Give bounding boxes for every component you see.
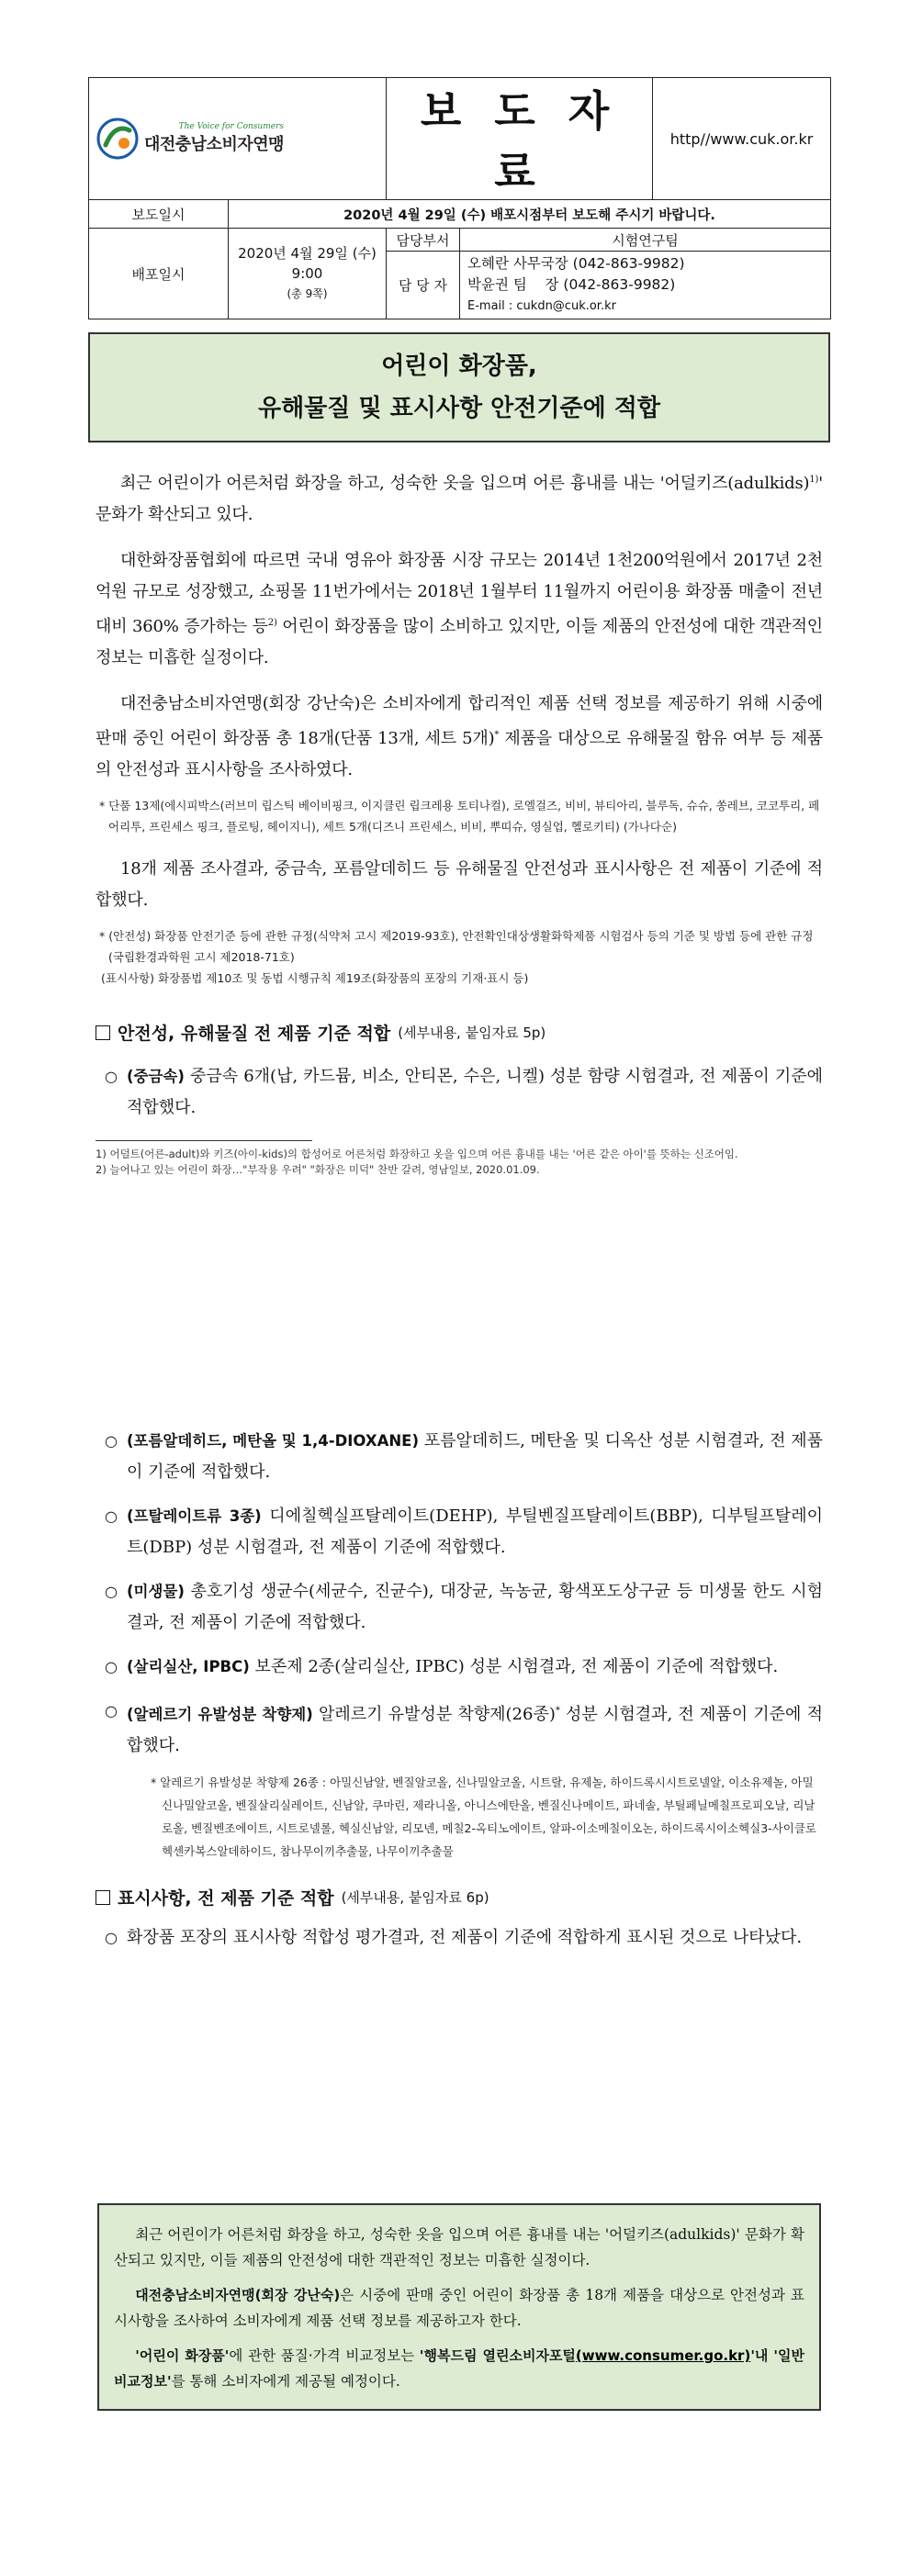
intro-paragraph-2: 대한화장품협회에 따르면 국내 영유아 화장품 시장 규모는 2014년 1천200억원에서 2017년 2천억원 규모로 성장했고, 쇼핑몰 11번가에서는 2018년 1월부터 11월까지 어린이용 화장품 매출이 전년대비 360% 증가하는 등$^{2)}$ 어린이 화장품을 많이 소비하고 있지만, 이들 제품의 안전성에 대한 객관적인 정보는 미흡한 실정이다. [96,551,823,667]
logo [89,118,386,160]
regulation-note: * (안전성) 화장품 안전기준 등에 관한 규정(식약처 고시 제2019-93호), 안전확인대상생활화학제품 시험검사 등의 기준 및 방법 등에 관한 규정(국립환경과학원 고시 제2018-71호) [99,929,814,964]
contacts-cell [460,252,831,319]
summary-paragraph-3: '어린이 화장품'에 관한 품질·가격 비교정보는 '행복드림 열린소비자포털(www.consumer.go.kr)'내 '일반비교정보'를 통해 소비자에게 제공될 예정이다. [114,2347,804,2390]
intro-paragraph-1: 최근 어린이가 어른처럼 화장을 하고, 성숙한 옷을 입으며 어른 흉내를 내는 '어덜키즈(adulkids)$^{1)}$' 문화가 확산되고 있다. [96,474,823,524]
release-notice: 2020년 4월 29일 (수) 배포시점부터 보도해 주시기 바랍니다. [229,200,831,229]
bullet-phthalates: ○ (프탈레이트류 3종) 디에칠헥실프탈레이트(DEHP), 부틸벤질프탈레이트(BBP), 디부틸프탈레이트(DBP) 성분 시험결과, 전 제품이 기준에 적합했다. [96,1501,823,1563]
allergen-list-note: * 알레르기 유발성분 착향제 26종 : 아밀신남알, 벤질알코올, 신나밀알코올, 시트랄, 유제놀, 하이드록시시트로넬알, 이소유제놀, 아밀신나밀알코올, 벤질살리실레이트, 신남알, 쿠마린, 제라니올, 아니스에탄올, 벤질신나메이트, 파네솔, 부틸페닐메칠프로피오날, 리날로올, 벤질벤조에이트, 시트로넬롤, 헥실신남알, 리모넨, 메칠2-옥티노에이트, 알파-이소메칠이오논, 하이드록시이소헥실3-사이클로헥센카복스알데하이드, 참나무이끼추출물, 나무이끼추출물 [151,1775,816,1858]
section-2-title: 표시사항, 전 제품 기준 적합 [118,1888,334,1909]
contact-label: 담 당 자 [387,252,460,319]
body [88,442,830,1954]
circle-bullet-icon: ○ [105,1658,118,1675]
title-banner [88,332,830,442]
press-release-page [88,77,830,2390]
doc-type-title: 보 도 자 료 [387,78,653,200]
intro-paragraph-4: 18개 제품 조사결과, 중금속, 포름알데히드 등 유해물질 안전성과 표시사항은 전 제품이 기준에 적합했다. [96,859,823,910]
title-line-1: 어린이 화장품, [381,353,537,380]
circle-bullet-icon: ○ [105,1432,118,1450]
circle-bullet-icon: ○ [105,1702,118,1719]
header-table [88,77,831,319]
dept-name: 시험연구팀 [460,229,831,252]
website-url[interactable]: http//www.cuk.or.kr [653,78,831,200]
logo-tagline: The Voice for Consumers [178,122,284,131]
consumer-portal-link[interactable]: (www.consumer.go.kr) [575,2347,751,2364]
bullet-heavy-metals: ○ (중금속) 중금속 6개(납, 카드뮴, 비소, 안티몬, 수은, 니켈) 성분 함량 시험결과, 전 제품이 기준에 적합했다. [96,1061,823,1124]
section-1-title: 안전성, 유해물질 전 제품 기준 적합 [118,1024,391,1044]
dept-label: 담당부서 [387,229,460,252]
summary-paragraph-1: 최근 어린이가 어른처럼 화장을 하고, 성숙한 옷을 입으며 어른 흉내를 내는 '어덜키즈(adulkids)' 문화가 확산되고 있지만, 이들 제품의 안전성에 대한 객관적인 정보는 미흡한 실정이다. [114,2226,804,2268]
bullet-formaldehyde: ○ (포름알데히드, 메탄올 및 1,4-DIOXANE) 포름알데히드, 메탄올 및 디옥산 성분 시험결과, 전 제품이 기준에 적합했다. [96,1426,823,1488]
contact-1: 오혜란 사무국장 (042-863-9982) [467,255,685,272]
checkbox-square-icon [96,1890,110,1905]
section-1-heading [96,1020,823,1045]
page-break-gap [96,1178,823,1426]
footnote-2: 2) 늘어나고 있는 어린이 화장…"부작용 우려" "화장은 미덕" 찬반 갈려, 영남일보, 2020.01.09. [96,1163,540,1176]
logo-cell [89,78,387,200]
distribution-label: 배포일시 [89,229,229,319]
circle-bullet-icon: ○ [105,1068,118,1085]
bullet-microbes: ○ (미생물) 총호기성 생균수(세균수, 진균수), 대장균, 녹농균, 황색포도상구균 등 미생물 한도 시험결과, 전 제품이 기준에 적합했다. [96,1576,823,1639]
summary-box [97,2203,821,2411]
bullet-allergens: ○ (알레르기 유발성분 착향제) 알레르기 유발성분 착향제(26종)* 성분 시험결과, 전 제품이 기준에 적합했다. [96,1696,823,1762]
distribution-date: 2020년 4월 29일 (수) 9:00 [238,245,377,282]
bullet-labeling: ○ 화장품 포장의 표시사항 적합성 평가결과, 전 제품이 기준에 적합하게 표시된 것으로 나타났다. [96,1922,823,1954]
bullet-preservatives: ○ (살리실산, IPBC) 보존제 2종(살리실산, IPBC) 성분 시험결과, 전 제품이 기준에 적합했다. [96,1652,823,1683]
section-2-heading [96,1885,823,1910]
footnote-1: 1) 어덜트(어른-adult)와 키즈(아이-kids)의 합성어로 어른처럼 화장하고 옷을 입으며 어른 흉내를 내는 '어른 같은 아이'를 뜻하는 신조어임. [96,1148,738,1160]
section-1-ref: (세부내용, 붙임자료 5p) [398,1025,546,1041]
page-count: (총 9쪽) [287,287,328,300]
product-list-note: * 단품 13제(에시피박스(러브미 립스틱 베이비핑크, 이지클린 립크레용 토티나컬), 로엘걸즈, 비비, 뷰티아리, 블루독, 슈슈, 쏭레브, 코코투리, 페어리투, 프린세스 핑크, 플로팅, 헤이지니), 세트 5개(디즈니 프린세스, 비비, 뿌띠슈, 영실업, 헬로키티) (가나다순) [99,799,820,834]
circle-bullet-icon: ○ [105,1507,118,1525]
contact-2: 박윤권 팀 장 (042-863-9982) [467,276,676,293]
summary-paragraph-2: 대전충남소비자연맹(회장 강난숙)은 시중에 판매 중인 어린이 화장품 총 18개 제품을 대상으로 안전성과 표시사항을 조사하여 소비자에게 제품 선택 정보를 제공하고자 한다. [114,2287,805,2329]
contact-email[interactable]: E-mail : cukdn@cuk.or.kr [467,299,616,313]
section-2-ref: (세부내용, 붙임자료 6p) [341,1889,489,1906]
release-label: 보도일시 [89,200,229,229]
circle-bullet-icon: ○ [105,1929,118,1946]
title-line-2: 유해물질 및 표시사항 안전기준에 적합 [257,395,661,422]
logo-name: 대전충남소비자연맹 [144,135,284,154]
intro-paragraph-3: 대전충남소비자연맹(회장 강난숙)은 소비자에게 합리적인 제품 선택 정보를 제공하기 위해 시중에 판매 중인 어린이 화장품 총 18개(단품 13개, 세트 5개)* 제품을 대상으로 유해물질 함유 여부 등 제품의 안전성과 표시사항을 조사하였다. [96,694,823,779]
consumer-federation-logo-icon [96,118,139,160]
circle-bullet-icon: ○ [105,1583,118,1600]
labeling-note: (표시사항) 화장품법 제10조 및 동법 시행규칙 제19조(화장품의 포장의 기재·표시 등) [101,971,529,985]
distribution-date-cell [229,229,387,319]
checkbox-square-icon [96,1025,110,1040]
